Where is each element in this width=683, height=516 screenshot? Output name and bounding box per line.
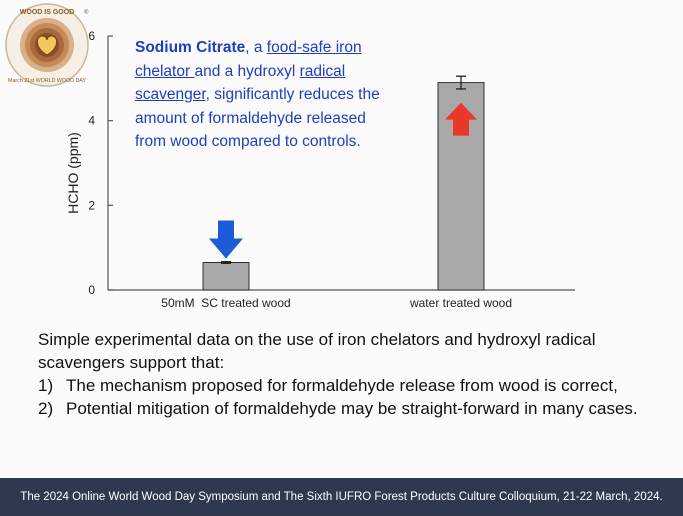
down-arrow-icon — [209, 220, 243, 258]
notes-item-1 — [38, 374, 658, 397]
y-tick-label: 6 — [88, 29, 95, 43]
notes-item-2-number: 2) — [38, 399, 54, 418]
bar-1 — [203, 262, 249, 290]
callout-text-3: significantly reduces the amount of formaldehyde released from wood compared to controls. — [135, 86, 380, 150]
callout-link-1: food-safe iron chelator — [135, 39, 362, 80]
notes-item-2 — [38, 397, 658, 420]
world-wood-day-logo — [4, 2, 90, 88]
callout-bold: Sodium Citrate — [135, 39, 246, 56]
notes-item-1-text: The mechanism proposed for formaldehyde release from wood is correct, — [66, 376, 618, 395]
callout-text-2: and a hydroxyl — [194, 62, 300, 80]
notes-item-2-text: Potential mitigation of formaldehyde may be straight-forward in many cases. — [66, 399, 638, 418]
conclusion-notes — [38, 328, 658, 420]
svg-text:WOOD IS GOOD: WOOD IS GOOD — [19, 9, 75, 16]
notes-intro: Simple experimental data on the use of iron chelators and hydroxyl radical scavengers support that: — [38, 330, 596, 372]
y-tick-label: 2 — [88, 198, 95, 213]
svg-text:March 21st WORLD WOOD DAY: March 21st WORLD WOOD DAY — [8, 78, 86, 84]
x-tick-label-2: water treated wood — [409, 296, 513, 310]
callout-link-2: radical scavenger, — [135, 62, 346, 103]
footer-banner — [0, 478, 683, 516]
callout-text-1: , a — [245, 39, 267, 56]
svg-text:®: ® — [84, 10, 89, 16]
callout-text — [135, 36, 395, 154]
x-tick-label-1: 50mM SC treated wood — [161, 296, 291, 310]
notes-item-1-number: 1) — [38, 376, 54, 395]
footer-text: The 2024 Online World Wood Day Symposium and The Sixth IUFRO Forest Products Culture Colloquium, 21-22 March, 2024. — [20, 491, 663, 503]
y-tick-label: 0 — [88, 283, 95, 297]
y-axis-label: HCHO (ppm) — [65, 132, 81, 214]
y-tick-label: 4 — [88, 113, 95, 128]
